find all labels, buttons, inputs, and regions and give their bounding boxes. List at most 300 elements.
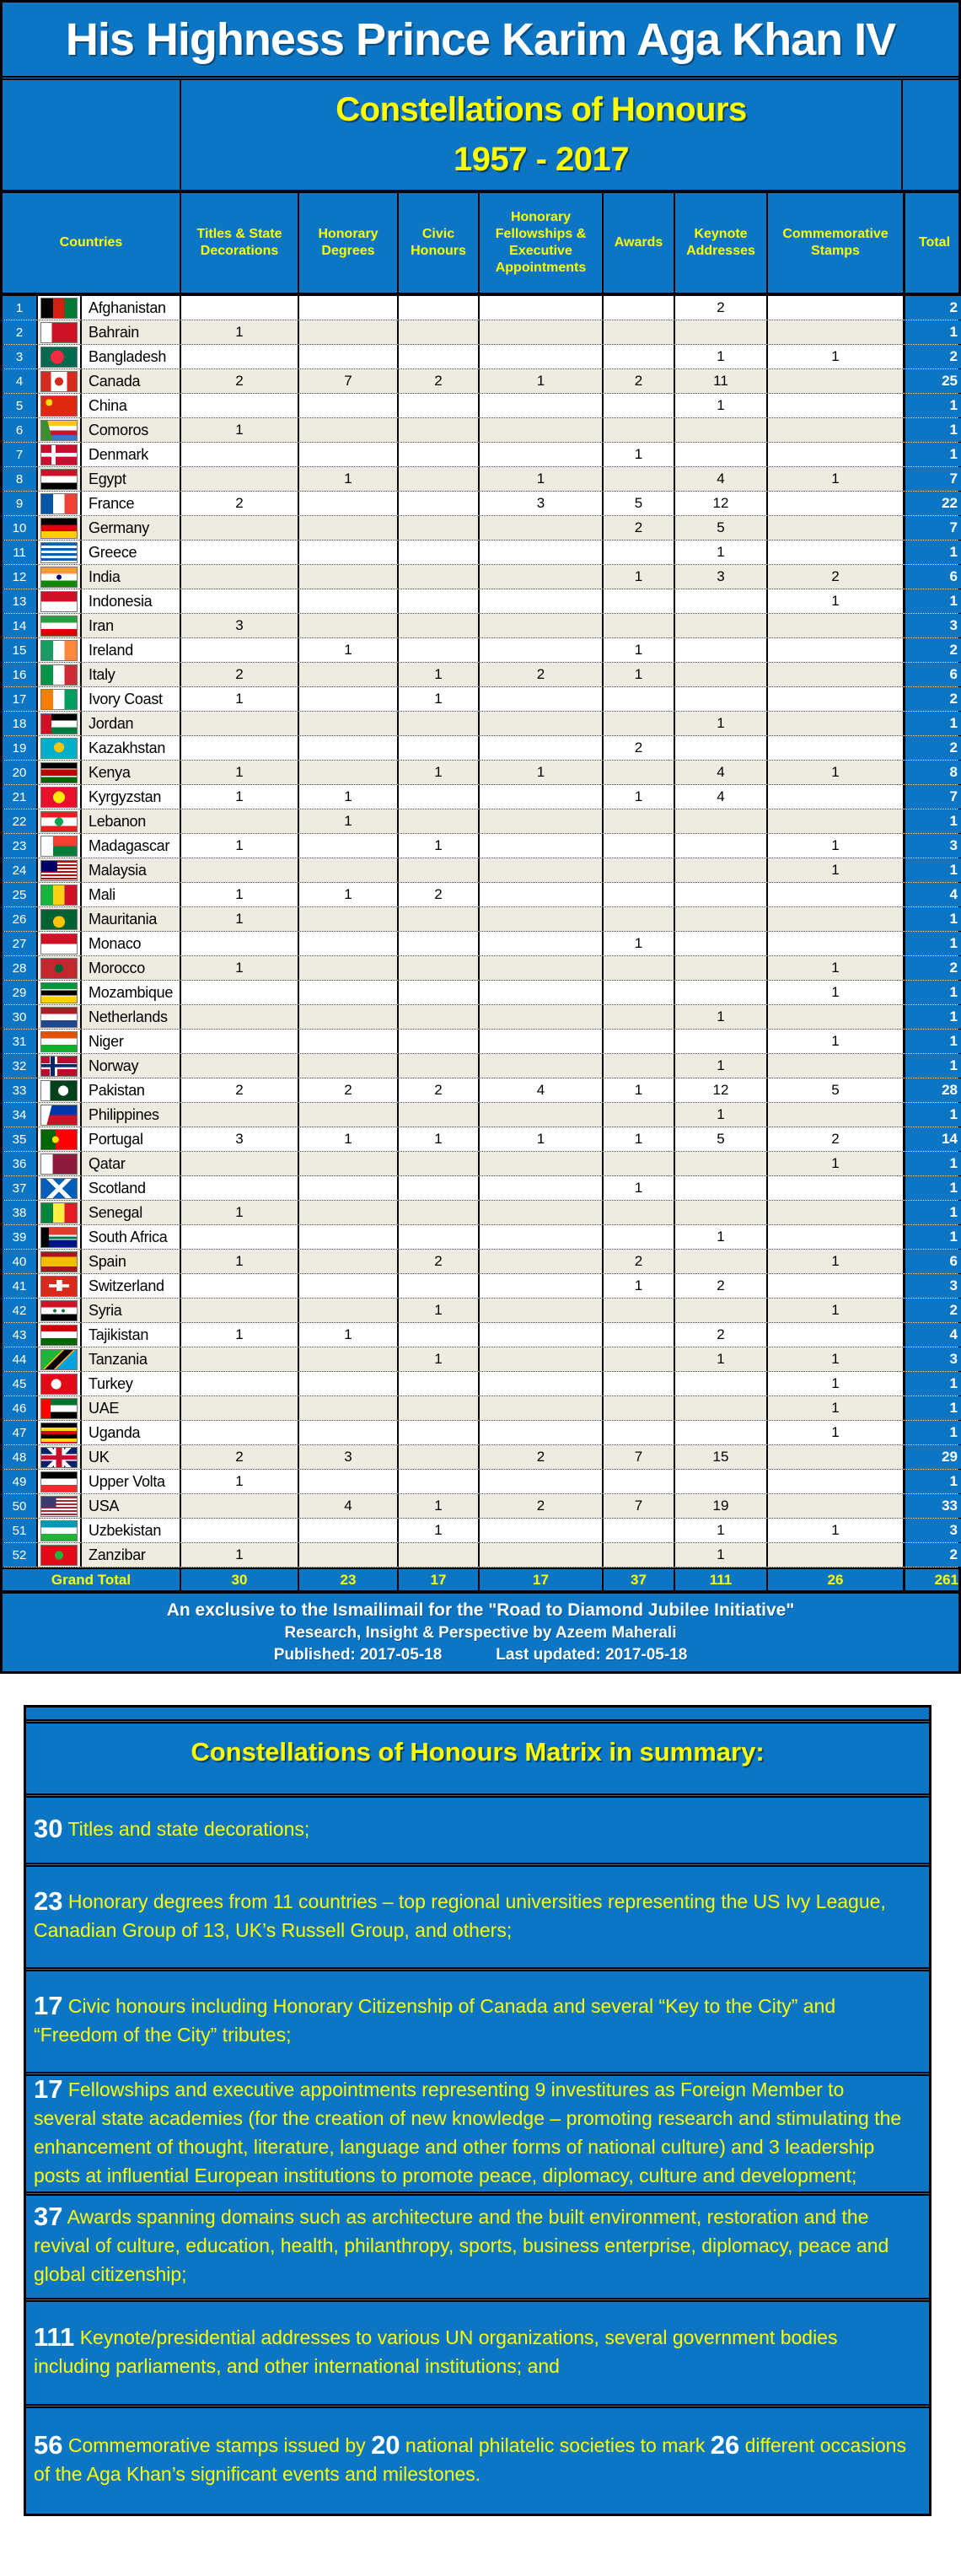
country-flag-cell	[38, 369, 80, 393]
country-name: Morocco	[80, 956, 180, 980]
row-index: 43	[3, 1323, 38, 1347]
cell-commemorative-stamps: 1	[766, 1152, 903, 1175]
cell-commemorative-stamps: 1	[766, 1347, 903, 1371]
col-header-honorary-degrees: Honorary Degrees	[298, 193, 397, 293]
cell-awards: 2	[602, 736, 674, 760]
cell-honorary-degrees	[298, 1201, 397, 1224]
cell-keynote-addresses	[674, 1250, 766, 1273]
country-name: Philippines	[80, 1103, 180, 1127]
cell-commemorative-stamps: 1	[766, 1421, 903, 1444]
row-total: 1	[903, 858, 961, 882]
cell-awards	[602, 614, 674, 637]
cell-fellowships: 2	[478, 1494, 602, 1518]
cell-keynote-addresses	[674, 663, 766, 686]
cell-titles-decorations: 1	[180, 956, 298, 980]
row-index: 10	[3, 516, 38, 540]
cell-honorary-degrees: 1	[298, 883, 397, 906]
table-row	[3, 1274, 958, 1299]
row-total: 1	[903, 443, 961, 466]
cell-awards	[602, 1030, 674, 1053]
country-name: Ivory Coast	[80, 687, 180, 711]
country-name: Qatar	[80, 1152, 180, 1175]
cell-awards	[602, 809, 674, 833]
summary-count: 37	[34, 2202, 63, 2231]
table-row	[3, 1299, 958, 1323]
row-total: 7	[903, 785, 961, 809]
cell-keynote-addresses: 1	[674, 1225, 766, 1249]
country-flag-cell	[38, 761, 80, 784]
cell-titles-decorations: 1	[180, 883, 298, 906]
country-flag-icon	[40, 885, 78, 906]
cell-keynote-addresses	[674, 418, 766, 442]
cell-honorary-degrees	[298, 1103, 397, 1127]
table-row	[3, 369, 958, 394]
country-name: France	[80, 492, 180, 515]
cell-civic-honours	[397, 1396, 478, 1420]
cell-keynote-addresses: 5	[674, 1127, 766, 1151]
row-index: 44	[3, 1347, 38, 1371]
cell-civic-honours: 1	[397, 663, 478, 686]
row-total: 2	[903, 687, 961, 711]
cell-civic-honours	[397, 1323, 478, 1347]
cell-civic-honours	[397, 981, 478, 1004]
cell-fellowships: 2	[478, 663, 602, 686]
country-name: UK	[80, 1445, 180, 1469]
cell-keynote-addresses: 1	[674, 1519, 766, 1542]
cell-keynote-addresses: 3	[674, 565, 766, 589]
country-name: Canada	[80, 369, 180, 393]
summary-count: 56	[34, 2430, 63, 2460]
summary-count: 17	[34, 2074, 63, 2104]
row-total: 1	[903, 540, 961, 564]
cell-titles-decorations	[180, 516, 298, 540]
grand-total-titles: 30	[180, 1569, 298, 1590]
cell-commemorative-stamps	[766, 394, 903, 417]
subtitle-left-spacer	[3, 80, 180, 190]
cell-civic-honours	[397, 394, 478, 417]
country-flag-icon	[40, 640, 78, 661]
cell-fellowships	[478, 785, 602, 809]
cell-civic-honours: 1	[397, 1299, 478, 1322]
country-flag-cell	[38, 418, 80, 442]
country-flag-icon	[40, 664, 78, 686]
cell-keynote-addresses	[674, 834, 766, 858]
grand-total-keynote: 111	[674, 1569, 766, 1590]
country-flag-cell	[38, 1103, 80, 1127]
cell-awards: 1	[602, 1078, 674, 1102]
grand-total-stamps: 26	[766, 1569, 903, 1590]
cell-civic-honours	[397, 712, 478, 735]
cell-awards	[602, 1470, 674, 1493]
row-index: 19	[3, 736, 38, 760]
cell-titles-decorations	[180, 1103, 298, 1127]
cell-fellowships: 4	[478, 1078, 602, 1102]
cell-honorary-degrees	[298, 1005, 397, 1029]
cell-commemorative-stamps	[766, 540, 903, 564]
country-name: Mauritania	[80, 907, 180, 931]
row-index: 9	[3, 492, 38, 515]
cell-commemorative-stamps	[766, 1054, 903, 1078]
cell-honorary-degrees: 1	[298, 1323, 397, 1347]
cell-titles-decorations	[180, 443, 298, 466]
cell-civic-honours: 2	[397, 369, 478, 393]
cell-honorary-degrees	[298, 687, 397, 711]
cell-civic-honours	[397, 1030, 478, 1053]
cell-civic-honours	[397, 1054, 478, 1078]
cell-fellowships	[478, 345, 602, 368]
row-index: 27	[3, 932, 38, 955]
cell-commemorative-stamps	[766, 1201, 903, 1224]
grand-total-row	[3, 1568, 958, 1594]
table-row	[3, 1519, 958, 1543]
summary-item	[26, 2072, 929, 2191]
row-index: 36	[3, 1152, 38, 1175]
cell-commemorative-stamps	[766, 320, 903, 344]
cell-commemorative-stamps: 1	[766, 981, 903, 1004]
country-flag-icon	[40, 1178, 78, 1199]
row-total: 33	[903, 1494, 961, 1518]
country-flag-cell	[38, 1347, 80, 1371]
table-row	[3, 981, 958, 1005]
cell-awards: 7	[602, 1494, 674, 1518]
cell-honorary-degrees: 2	[298, 1078, 397, 1102]
cell-civic-honours	[397, 785, 478, 809]
cell-commemorative-stamps	[766, 663, 903, 686]
cell-honorary-degrees	[298, 1347, 397, 1371]
cell-commemorative-stamps: 1	[766, 345, 903, 368]
country-flag-cell	[38, 956, 80, 980]
cell-honorary-degrees	[298, 712, 397, 735]
col-header-commemorative-stamps: Commemorative Stamps	[766, 193, 903, 293]
cell-civic-honours	[397, 589, 478, 613]
table-row	[3, 638, 958, 663]
table-row	[3, 1078, 958, 1103]
country-flag-icon	[40, 347, 78, 368]
cell-titles-decorations: 2	[180, 663, 298, 686]
title-bar	[3, 3, 958, 80]
country-flag-icon	[40, 1471, 78, 1492]
table-row	[3, 736, 958, 761]
country-name: Kyrgyzstan	[80, 785, 180, 809]
cell-commemorative-stamps	[766, 907, 903, 931]
cell-titles-decorations: 2	[180, 492, 298, 515]
summary-text: Awards spanning domains such as architecture and the built environment, restoration and the revival of culture, education, health, philanthropy, sports, business enterprise, diplomacy, peace and global citizenship;	[34, 2206, 889, 2285]
country-flag-icon	[40, 689, 78, 710]
cell-titles-decorations	[180, 394, 298, 417]
cell-honorary-degrees: 1	[298, 785, 397, 809]
cell-titles-decorations	[180, 1030, 298, 1053]
cell-honorary-degrees	[298, 345, 397, 368]
cell-keynote-addresses: 1	[674, 1347, 766, 1371]
summary-text: Fellowships and executive appointments representing 9 investitures as Foreign Member to several state academies (for the creation of new knowledge – promoting research and stimulating the enhancement of thought, literature, language and other forms of national culture) and 3 leadership posts at influential European institutions to promote peace, diplomacy, culture and development;	[34, 2079, 902, 2186]
cell-keynote-addresses: 12	[674, 492, 766, 515]
summary-item-text	[34, 1888, 907, 1946]
country-name: Syria	[80, 1299, 180, 1322]
cell-commemorative-stamps	[766, 1494, 903, 1518]
page-title: His Highness Prince Karim Aga Khan IV	[65, 13, 896, 65]
country-flag-cell	[38, 1323, 80, 1347]
table-row	[3, 858, 958, 883]
country-name: Turkey	[80, 1372, 180, 1396]
cell-fellowships	[478, 443, 602, 466]
cell-honorary-degrees	[298, 761, 397, 784]
country-flag-icon	[40, 1129, 78, 1150]
row-index: 42	[3, 1299, 38, 1322]
cell-fellowships	[478, 1030, 602, 1053]
summary-box	[24, 1705, 931, 2516]
cell-honorary-degrees	[298, 320, 397, 344]
country-flag-cell	[38, 712, 80, 735]
cell-keynote-addresses	[674, 638, 766, 662]
table-row	[3, 492, 958, 516]
country-flag-icon	[40, 1007, 78, 1028]
table-period: 1957 - 2017	[453, 140, 629, 178]
cell-civic-honours: 1	[397, 834, 478, 858]
country-flag-cell	[38, 736, 80, 760]
cell-keynote-addresses: 1	[674, 1005, 766, 1029]
cell-keynote-addresses	[674, 443, 766, 466]
country-name: Egypt	[80, 467, 180, 491]
table-row	[3, 1323, 958, 1347]
cell-commemorative-stamps	[766, 809, 903, 833]
country-flag-icon	[40, 1276, 78, 1297]
grand-total-degrees: 23	[298, 1569, 397, 1590]
cell-titles-decorations	[180, 1347, 298, 1371]
cell-awards: 1	[602, 932, 674, 955]
country-name: Switzerland	[80, 1274, 180, 1298]
cell-commemorative-stamps	[766, 1005, 903, 1029]
row-index: 35	[3, 1127, 38, 1151]
cell-fellowships	[478, 712, 602, 735]
country-flag-cell	[38, 1396, 80, 1420]
cell-commemorative-stamps: 5	[766, 1078, 903, 1102]
row-total: 1	[903, 1396, 961, 1420]
row-index: 20	[3, 761, 38, 784]
row-total: 3	[903, 614, 961, 637]
row-index: 51	[3, 1519, 38, 1542]
row-index: 2	[3, 320, 38, 344]
cell-keynote-addresses	[674, 736, 766, 760]
country-flag-icon	[40, 1398, 78, 1419]
country-flag-cell	[38, 565, 80, 589]
cell-honorary-degrees	[298, 394, 397, 417]
cell-honorary-degrees	[298, 1054, 397, 1078]
row-total: 1	[903, 1152, 961, 1175]
cell-fellowships	[478, 638, 602, 662]
cell-awards	[602, 1543, 674, 1567]
table-row	[3, 320, 958, 345]
country-flag-cell	[38, 638, 80, 662]
cell-titles-decorations	[180, 932, 298, 955]
cell-awards	[602, 296, 674, 320]
country-flag-cell	[38, 883, 80, 906]
country-flag-icon	[40, 1349, 78, 1370]
country-flag-cell	[38, 1078, 80, 1102]
country-name: Jordan	[80, 712, 180, 735]
subtitle-row	[3, 80, 958, 193]
country-name: Denmark	[80, 443, 180, 466]
summary-item	[26, 1863, 929, 1967]
cell-titles-decorations	[180, 1005, 298, 1029]
table-row	[3, 467, 958, 492]
country-flag-cell	[38, 443, 80, 466]
cell-commemorative-stamps	[766, 614, 903, 637]
grand-total-label: Grand Total	[51, 1571, 132, 1588]
country-name: Kenya	[80, 761, 180, 784]
cell-fellowships	[478, 1323, 602, 1347]
cell-awards: 1	[602, 785, 674, 809]
cell-titles-decorations	[180, 981, 298, 1004]
row-index: 40	[3, 1250, 38, 1273]
country-name: China	[80, 394, 180, 417]
row-total: 2	[903, 1543, 961, 1567]
row-index: 17	[3, 687, 38, 711]
table-row	[3, 1445, 958, 1470]
cell-titles-decorations: 1	[180, 761, 298, 784]
summary-item	[26, 2298, 929, 2404]
cell-keynote-addresses: 12	[674, 1078, 766, 1102]
cell-commemorative-stamps: 1	[766, 858, 903, 882]
row-total: 6	[903, 565, 961, 589]
cell-honorary-degrees	[298, 1543, 397, 1567]
table-row	[3, 1030, 958, 1054]
country-flag-icon	[40, 493, 78, 514]
table-row	[3, 809, 958, 834]
cell-titles-decorations: 2	[180, 1078, 298, 1102]
cell-honorary-degrees	[298, 443, 397, 466]
summary-count: 20	[371, 2430, 400, 2460]
cell-civic-honours	[397, 1543, 478, 1567]
cell-keynote-addresses: 1	[674, 1543, 766, 1567]
country-flag-cell	[38, 834, 80, 858]
country-flag-cell	[38, 589, 80, 613]
summary-item	[26, 1794, 929, 1863]
country-flag-icon	[40, 982, 78, 1003]
cell-fellowships	[478, 1470, 602, 1493]
subtitle-cell	[180, 80, 903, 190]
cell-awards: 1	[602, 1274, 674, 1298]
cell-civic-honours	[397, 614, 478, 637]
cell-fellowships	[478, 516, 602, 540]
summary-text: Civic honours including Honorary Citizenship of Canada and several “Key to the City” and “Freedom of the City” tributes;	[34, 1995, 836, 2046]
row-total: 22	[903, 492, 961, 515]
country-flag-cell	[38, 907, 80, 931]
cell-awards	[602, 589, 674, 613]
cell-honorary-degrees	[298, 492, 397, 515]
cell-awards	[602, 1225, 674, 1249]
country-name: Greece	[80, 540, 180, 564]
cell-titles-decorations: 1	[180, 1201, 298, 1224]
cell-fellowships	[478, 809, 602, 833]
cell-keynote-addresses	[674, 981, 766, 1004]
cell-honorary-degrees	[298, 663, 397, 686]
cell-civic-honours	[397, 956, 478, 980]
row-total: 14	[903, 1127, 961, 1151]
row-total: 1	[903, 1030, 961, 1053]
cell-civic-honours: 2	[397, 1250, 478, 1273]
cell-fellowships	[478, 1054, 602, 1078]
row-total: 3	[903, 834, 961, 858]
cell-honorary-degrees	[298, 1176, 397, 1200]
cell-civic-honours	[397, 418, 478, 442]
cell-fellowships	[478, 736, 602, 760]
cell-commemorative-stamps: 1	[766, 589, 903, 613]
country-name: Upper Volta	[80, 1470, 180, 1493]
table-row	[3, 1543, 958, 1568]
cell-civic-honours	[397, 1201, 478, 1224]
table-row	[3, 296, 958, 320]
row-total: 1	[903, 809, 961, 833]
country-flag-icon	[40, 444, 78, 465]
cell-awards	[602, 1103, 674, 1127]
cell-commemorative-stamps	[766, 1543, 903, 1567]
table-row	[3, 1470, 958, 1494]
table-row	[3, 345, 958, 369]
cell-keynote-addresses: 4	[674, 761, 766, 784]
cell-keynote-addresses	[674, 1470, 766, 1493]
table-row	[3, 1201, 958, 1225]
cell-titles-decorations	[180, 1152, 298, 1175]
cell-honorary-degrees	[298, 1225, 397, 1249]
country-name: Kazakhstan	[80, 736, 180, 760]
table-row	[3, 1494, 958, 1519]
cell-keynote-addresses	[674, 1299, 766, 1322]
cell-keynote-addresses	[674, 907, 766, 931]
cell-honorary-degrees	[298, 1396, 397, 1420]
row-index: 28	[3, 956, 38, 980]
cell-honorary-degrees	[298, 1030, 397, 1053]
row-index: 47	[3, 1421, 38, 1444]
country-flag-cell	[38, 296, 80, 320]
summary-items	[26, 1794, 929, 2514]
cell-titles-decorations	[180, 1176, 298, 1200]
cell-awards: 1	[602, 443, 674, 466]
row-total: 1	[903, 932, 961, 955]
cell-awards	[602, 1347, 674, 1371]
row-total: 3	[903, 1274, 961, 1298]
country-name: Portugal	[80, 1127, 180, 1151]
cell-commemorative-stamps: 1	[766, 761, 903, 784]
cell-titles-decorations: 1	[180, 785, 298, 809]
cell-civic-honours: 1	[397, 687, 478, 711]
row-total: 2	[903, 638, 961, 662]
cell-titles-decorations	[180, 858, 298, 882]
row-total: 1	[903, 418, 961, 442]
country-flag-cell	[38, 785, 80, 809]
summary-item	[26, 2404, 929, 2514]
row-index: 52	[3, 1543, 38, 1567]
row-index: 50	[3, 1494, 38, 1518]
table-row	[3, 687, 958, 712]
row-total: 7	[903, 467, 961, 491]
cell-honorary-degrees: 3	[298, 1445, 397, 1469]
row-total: 1	[903, 1054, 961, 1078]
cell-honorary-degrees	[298, 1250, 397, 1273]
table-row	[3, 883, 958, 907]
cell-fellowships: 1	[478, 1127, 602, 1151]
row-index: 48	[3, 1445, 38, 1469]
cell-honorary-degrees	[298, 418, 397, 442]
country-flag-cell	[38, 1176, 80, 1200]
country-name: Italy	[80, 663, 180, 686]
country-flag-cell	[38, 467, 80, 491]
cell-keynote-addresses	[674, 1421, 766, 1444]
row-index: 49	[3, 1470, 38, 1493]
cell-fellowships	[478, 907, 602, 931]
cell-commemorative-stamps	[766, 932, 903, 955]
cell-fellowships	[478, 932, 602, 955]
cell-titles-decorations	[180, 809, 298, 833]
